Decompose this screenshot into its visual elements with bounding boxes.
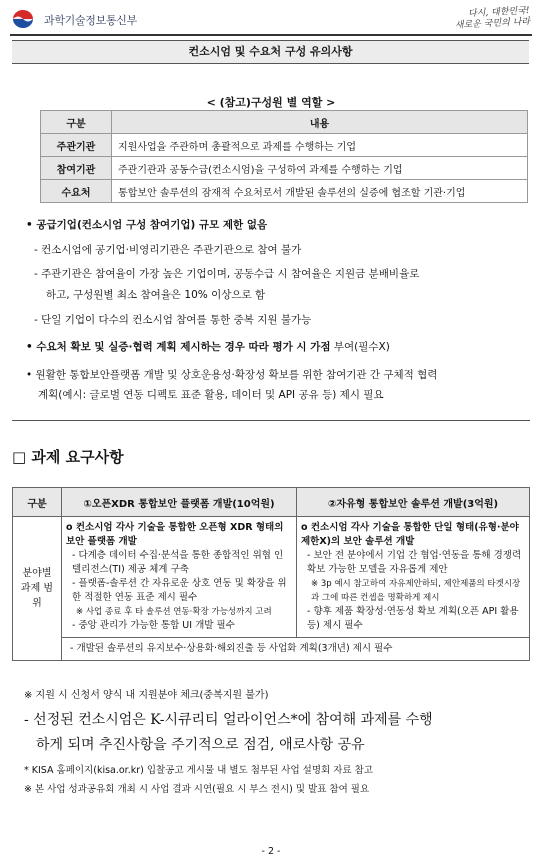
track-2-scope <box>297 517 530 638</box>
section-heading: □ 과제 요구사항 <box>12 448 124 466</box>
slogan-line-2: 새로운 국민의 나라 <box>454 16 531 31</box>
role-name: 수요처 <box>41 180 112 203</box>
role-description: 주관기관과 공동수급(컨소시엄)을 구성하여 과제를 수행하는 기업 <box>112 157 528 180</box>
role-name: 참여기관 <box>41 157 112 180</box>
bullet-cooperation-cont: 계획(예시: 글로벌 연동 디펙토 표준 활용, 데이터 및 API 공유 등) 제시 필요 <box>38 389 384 401</box>
column-header: 구분 <box>13 488 62 517</box>
table-row <box>41 157 528 180</box>
column-header: 구분 <box>41 111 112 134</box>
list-item: ※ 3p 예시 참고하여 자유제안하되, 제안제품의 타겟시장과 그에 따른 컨셉을 명확하게 제시 <box>311 579 521 603</box>
bullet-demand-site <box>26 338 390 357</box>
note-alliance: - 선정된 컨소시엄은 K-시큐리티 얼라이언스*에 참여해 과제를 수행 <box>24 712 433 728</box>
column-header: 내용 <box>112 111 528 134</box>
bullet-detail-cont: 하고, 구성원별 최소 참여율은 10% 이상으로 함 <box>46 289 266 301</box>
slogan-line-1: 다시, 대한민국! <box>467 5 530 20</box>
role-description: 통합보안 솔루션의 잠재적 수요처로서 개발된 솔루션의 실증에 협조할 기관·기업 <box>112 180 528 203</box>
list-item: ※ 사업 종료 후 타 솔루션 연동·확장 가능성까지 고려 <box>76 607 272 617</box>
bullet-supplier-scale: • 공급기업(컨소시엄 구성 참여기업) 규모 제한 없음 <box>26 219 268 231</box>
bullet-cooperation: • 원활한 통합보안플랫폼 개발 및 상호운용성·확장성 확보를 위한 참여기관 간 구체적 협력 <box>26 369 438 381</box>
row-label: 분야별 과제 범위 <box>13 517 62 661</box>
section-divider <box>12 420 530 421</box>
table-header-row <box>41 111 528 134</box>
table-row <box>41 134 528 157</box>
bullet-detail: - 컨소시엄에 공기업·비영리기관은 주관기관으로 참여 불가 <box>34 244 302 256</box>
common-requirement: - 개발된 솔루션의 유지보수·상용화·해외진출 등 사업화 계획(3개년) 제시 필수 <box>62 638 530 661</box>
bullet-detail: - 단일 기업이 다수의 컨소시엄 참여를 통한 중복 지원 불가능 <box>34 314 312 326</box>
note-alliance-cont: 하게 되며 추진사항을 주기적으로 점검, 애로사항 공유 <box>36 737 365 753</box>
table-row <box>13 638 530 661</box>
list-item: - 향후 제품 확장성·연동성 확보 계획(오픈 API 활용 등) 제시 필수 <box>307 606 519 631</box>
list-item: o 컨소시엄 각사 기술을 통합한 단일 형태(유형·분야제한X)의 보안 솔루션 개발 <box>301 522 519 547</box>
header-divider <box>10 34 532 36</box>
list-item: - 중앙 관리가 가능한 통합 UI 개발 필수 <box>72 620 235 631</box>
roles-table-title: < (참고)구성원 별 역할 > <box>206 96 336 109</box>
track-1-scope <box>62 517 297 638</box>
column-header: ①오픈XDR 통합보안 플랫폼 개발(10억원) <box>62 488 297 517</box>
bullet-rest: 부여(필수X) <box>330 341 390 353</box>
table-row <box>13 517 530 638</box>
list-item: - 플랫폼-솔루션 간 자유로운 상호 연동 및 확장을 위한 적절한 연동 표준 제시 필수 <box>72 578 287 603</box>
page-title: 컨소시엄 및 수요처 구성 유의사항 <box>12 40 529 64</box>
page-number: - 2 - <box>261 846 281 857</box>
org-name: 과학기술정보통신부 <box>44 14 137 27</box>
requirements-table <box>12 487 530 661</box>
government-logo-icon <box>10 9 36 29</box>
note-kisa: * KISA 홈페이지(kisa.or.kr) 입찰공고 게시물 내 별도 첨부된 사업 설명회 자료 참고 <box>24 765 373 776</box>
column-header: ②자유형 통합보안 솔루션 개발(3억원) <box>297 488 530 517</box>
roles-table <box>40 110 528 203</box>
role-name: 주관기관 <box>41 134 112 157</box>
table-header-row <box>13 488 530 517</box>
bullet-detail: - 주관기관은 참여율이 가장 높은 기업이며, 공동수급 시 참여율은 지원금 분배비율로 <box>34 268 420 280</box>
note-checkbox: ※ 지원 시 신청서 양식 내 지원분야 체크(중복지원 불가) <box>24 690 269 701</box>
list-item: - 다계층 데이터 수집·분석을 통한 종합적인 위협 인텔리전스(TI) 제공 체계 구축 <box>72 550 284 575</box>
note-showcase: ※ 본 사업 성과공유회 개최 시 사업 결과 시연(필요 시 부스 전시) 및 발표 참여 필요 <box>24 784 370 795</box>
slogan <box>451 6 530 36</box>
table-row <box>41 180 528 203</box>
role-description: 지원사업을 주관하며 총괄적으로 과제를 수행하는 기업 <box>112 134 528 157</box>
list-item: o 컨소시엄 각사 기술을 통합한 오픈형 XDR 형태의 보안 플랫폼 개발 <box>66 522 284 547</box>
list-item: - 보안 전 분야에서 기업 간 협업·연동을 통해 경쟁력 확보 가능한 모델을 자유롭게 제안 <box>307 550 522 575</box>
bullet-bold: • 수요처 확보 및 실증·협력 계획 제시하는 경우 따라 평가 시 가점 <box>26 341 331 353</box>
